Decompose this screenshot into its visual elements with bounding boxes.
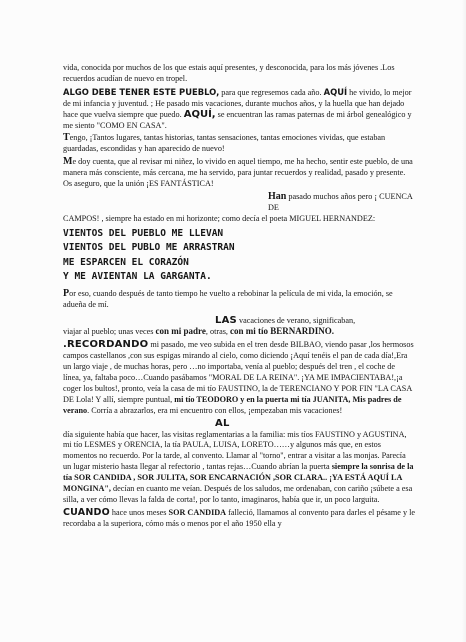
poem-line: VIENTOS DEL PUBLO ME ARRASTRAN [63, 242, 235, 254]
bold-text: mi tío TEODORO y en la puerta mi tía JUANITA, Mis padres de verano [63, 394, 402, 415]
paragraph-text: pasado muchos años pero ¡ CUENCA DE [268, 191, 413, 212]
drop-letter: T [63, 132, 70, 144]
paragraph-text: he vivido, lo mejor de mi infancia y juventud. ; He pasado mis vacaciones, durante muchos años, y la huella que han dejado hace que vuelva siempre que puedo. [63, 87, 412, 119]
paragraph [63, 192, 415, 225]
drop-letter: M [63, 156, 73, 168]
drop-letter: P [63, 287, 70, 299]
lead-word: .RECORDANDO [63, 339, 149, 351]
paragraph-text: e doy cuenta, que al revisar mi niñez, lo vivido en aquel tiempo, me ha hecho, sentir este pueblo, de una manera más consciente, más cercana, me ha servido, para juntar recuerdos y realidad, pasado y presente. Os aseguro, que la unión ¡ES FANTÁSTICA! [63, 157, 413, 189]
paragraph-text: vida, conocida por muchos de los que estais aquí presentes, y desconocida, para los más jóvenes .Los recuerdos acudían de nuevo en tropel. [63, 63, 395, 83]
bold-text: AQUÍ [323, 86, 348, 97]
paragraph [63, 289, 415, 311]
paragraph [63, 316, 415, 339]
paragraph-text: hace unos meses [109, 507, 169, 517]
lead-word: CUANDO [63, 506, 110, 518]
lead-word: AL [215, 417, 230, 429]
bold-text: siempre la sonrisa de la tía SOR CANDIDA , SOR JULITA, SOR ENCARNACIÓN ,SOR CLARA.. ¡YA ESTÁ AQUÍ LA MONGINA", [63, 462, 414, 494]
paragraph [63, 508, 415, 530]
paragraph [63, 157, 415, 190]
poem [63, 227, 415, 285]
paragraph [63, 419, 415, 506]
poem-line: ME ESPARCEN EL CORAZÓN [63, 256, 189, 268]
paragraph-text: falleció, llamamos al convento para darles el pésame y le recordaba a la superiora, cómo más o menos por el año 1950 ella y [63, 507, 415, 528]
poem-line: VIENTOS DEL PUEBLO ME LLEVAN [63, 227, 224, 239]
paragraph-text: engo, ¡Tantos lugares, tantas historias, tantas sensaciones, tantas emociones vividas, que estaban guardadas, escondidas y han aparecido de nuevo! [63, 133, 386, 154]
paragraph-text: or eso, cuando después de tanto tiempo he vuelto a rebobinar la película de mi vida, la emoción, se adueña de mí. [63, 288, 393, 309]
paragraph-text: para que regresemos cada año. [219, 87, 324, 97]
paragraph-text: mi pasado, me veo subida en el tren desde BILBAO, viendo pasar ,los hermosos campos castellanos ,con sus espigas mirando al cielo, como diciendo ¡Aquí tenéis el pan de cada día!,Era un largo viaje , de muchas horas, pero …no importaba, venía al pueblo; después del tren , el coche de línea, ya, faltaba poco…Cuando pasábamos "MORAL DE LA REINA". ¡YA ME IMPACIENTABA!,¡a coger los bultos!, pronto, veía la casa de mi tío FAUSTINO, la de TERENCIANO Y POR FIN "LA CASA DE Lola! Y allí, siempre puntual, [63, 340, 414, 404]
bold-text: con mi tío BERNARDINO. [229, 326, 334, 337]
page-edge [462, 0, 466, 642]
paragraph [63, 340, 415, 416]
paragraph-text: vacaciones de verano, significaban, [236, 315, 356, 325]
paragraph [63, 87, 415, 132]
poem-line: Y ME AVIENTAN LA GARGANTA. [63, 271, 212, 283]
paragraph-lead: ALGO DEBE TENER ESTE PUEBLO, [63, 86, 220, 97]
paragraph-text: día siguiente había que hacer, las visitas reglamentarias a la familia: mis tíos FAUSTINO y AGUSTINA, mi tío LESMES y ORENCIA, la tía PAULA, LUISA, LORETO……y algunos más que, en estos momentos no recuerdo. Por la tarde, al convento. Llamar al "torno", entrar a visitar a las monjas. Parecía un lugar misterio hasta llegar al refectorio , tantas rejas…Cuando abrían la puerta [63, 429, 407, 472]
paragraph [63, 133, 415, 155]
document-body [63, 63, 415, 532]
drop-letter: Han [268, 190, 287, 202]
paragraph [63, 63, 415, 85]
paragraph-text: CAMPOS! , siempre ha estado en mi horizonte; como decía el poeta MIGUEL HERNANDEZ: [63, 213, 376, 223]
paragraph-text: decían en cuanto me veían. Después de los saludos, me ordenaban, con cariño ¡súbete a esa silla, a ver cómo llevas la falda de corta!, por lo tanto, imaginaros, había que ir, un poco larguita. [63, 484, 413, 504]
paragraph-text: viajar al pueblo; unas veces [63, 327, 156, 337]
bold-text: SOR CANDIDA [168, 507, 227, 517]
paragraph-text: , otras, [205, 327, 230, 337]
lead-word: LAS [215, 314, 237, 326]
bold-text: AQUÍ, [183, 108, 216, 120]
paragraph-text: . Corría a abrazarlos, era mi encuentro con ellos, ¡empezaban mis vacaciones! [87, 405, 343, 415]
paragraph-text: se encuentran las ramas paternas de mi árbol genealógico y me siento "COMO EN CASA". [63, 109, 412, 130]
bold-text: con mi padre [155, 326, 206, 337]
